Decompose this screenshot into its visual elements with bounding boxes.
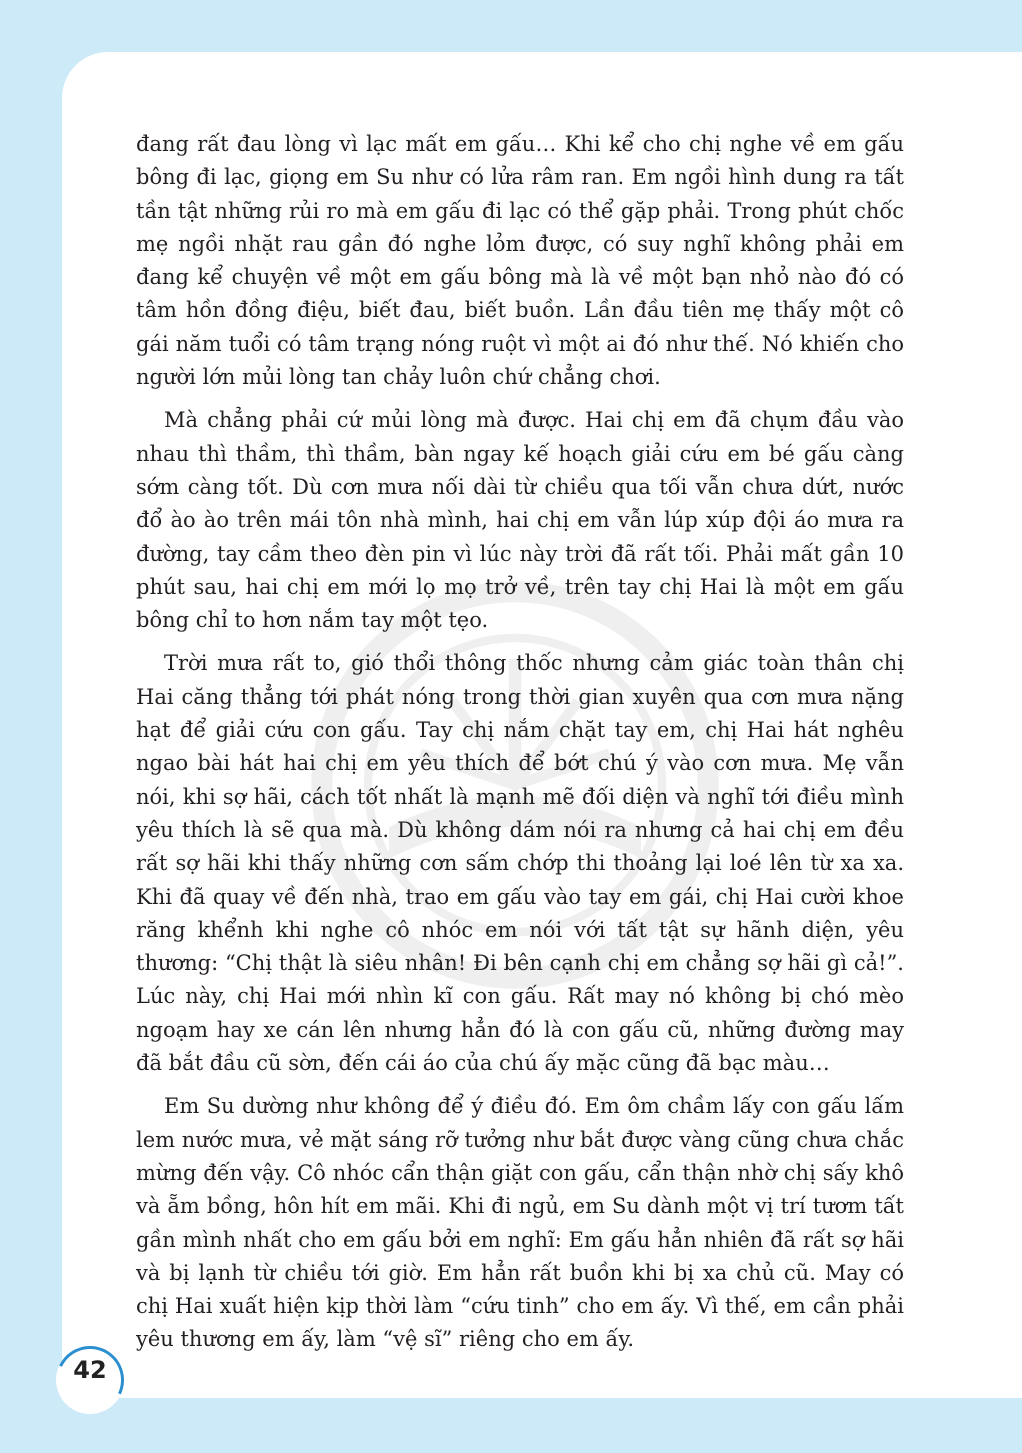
paragraph-3: Trời mưa rất to, gió thổi thông thốc nhưng cảm giác toàn thân chị Hai căng thẳng tới phát nóng trong thời gian xuyên qua cơn mưa nặng hạt để giải cứu con gấu. Tay chị nắm chặt tay em, chị Hai hát nghêu ngao bài hát hai chị em yêu thích để bớt chú ý vào cơn mưa. Mẹ vẫn nói, khi sợ hãi, cách tốt nhất là mạnh mẽ đối diện và nghĩ tới điều mình yêu thích là sẽ qua mà. Dù không dám nói ra nhưng cả hai chị em đều rất sợ hãi khi thấy những cơn sấm chớp thi thoảng lại loé lên từ xa xa. Khi đã quay về đến nhà, trao em gấu vào tay em gái, chị Hai cười khoe răng khểnh khi nghe cô nhóc em nói với tất tật sự hãnh diện, yêu thương: “Chị thật là siêu nhân! Đi bên cạnh chị em chẳng sợ hãi gì cả!”. Lúc này, chị Hai mới nhìn kĩ con gấu. Rất may nó không bị chó mèo ngoạm hay xe cán lên nhưng hẳn đó là con gấu cũ, những đường may đã bắt đầu cũ sờn, đến cái áo của chú ấy mặc cũng đã bạc màu… xyxy=(136,651,904,1076)
story-text xyxy=(136,128,904,1367)
paragraph-2: Mà chẳng phải cứ mủi lòng mà được. Hai chị em đã chụm đầu vào nhau thì thầm, thì thầm, bàn ngay kế hoạch giải cứu em bé gấu càng sớm càng tốt. Dù cơn mưa nối dài từ chiều qua tối vẫn chưa dứt, nước đổ ào ào trên mái tôn nhà mình, hai chị em vẫn lúp xúp đội áo mưa ra đường, tay cầm theo đèn pin vì lúc này trời đã rất tối. Phải mất gần 10 phút sau, hai chị em mới lọ mọ trở về, trên tay chị Hai là một em gấu bông chỉ to hơn nắm tay một tẹo. xyxy=(136,408,904,633)
paragraph-1: đang rất đau lòng vì lạc mất em gấu… Khi kể cho chị nghe về em gấu bông đi lạc, giọng em Su như có lửa râm ran. Em ngồi hình dung ra tất tần tật những rủi ro mà em gấu đi lạc có thể gặp phải. Trong phút chốc mẹ ngồi nhặt rau gần đó nghe lỏm được, có suy nghĩ không phải em đang kể chuyện về một em gấu bông mà là về một bạn nhỏ nào đó có tâm hồn đồng điệu, biết đau, biết buồn. Lần đầu tiên mẹ thấy một cô gái năm tuổi có tâm trạng nóng ruột vì một ai đó như thế. Nó khiến cho người lớn mủi lòng tan chảy luôn chứ chẳng chơi. xyxy=(136,132,904,390)
page-number: 42 xyxy=(73,1356,107,1384)
paragraph-4: Em Su dường như không để ý điều đó. Em ôm chầm lấy con gấu lấm lem nước mưa, vẻ mặt sáng rỡ tưởng như bắt được vàng cũng chưa chắc mừng đến vậy. Cô nhóc cẩn thận giặt con gấu, cẩn thận nhờ chị sấy khô và ẵm bồng, hôn hít em mãi. Khi đi ngủ, em Su dành một vị trí tươm tất gần mình nhất cho em gấu bởi em nghĩ: Em gấu hẳn nhiên đã rất sợ hãi và bị lạnh từ chiều tới giờ. Em hẳn rất buồn khi bị xa chủ cũ. May có chị Hai xuất hiện kịp thời làm “cứu tinh” cho em ấy. Vì thế, em cần phải yêu thương em ấy, làm “vệ sĩ” riêng cho em ấy. xyxy=(136,1094,904,1352)
